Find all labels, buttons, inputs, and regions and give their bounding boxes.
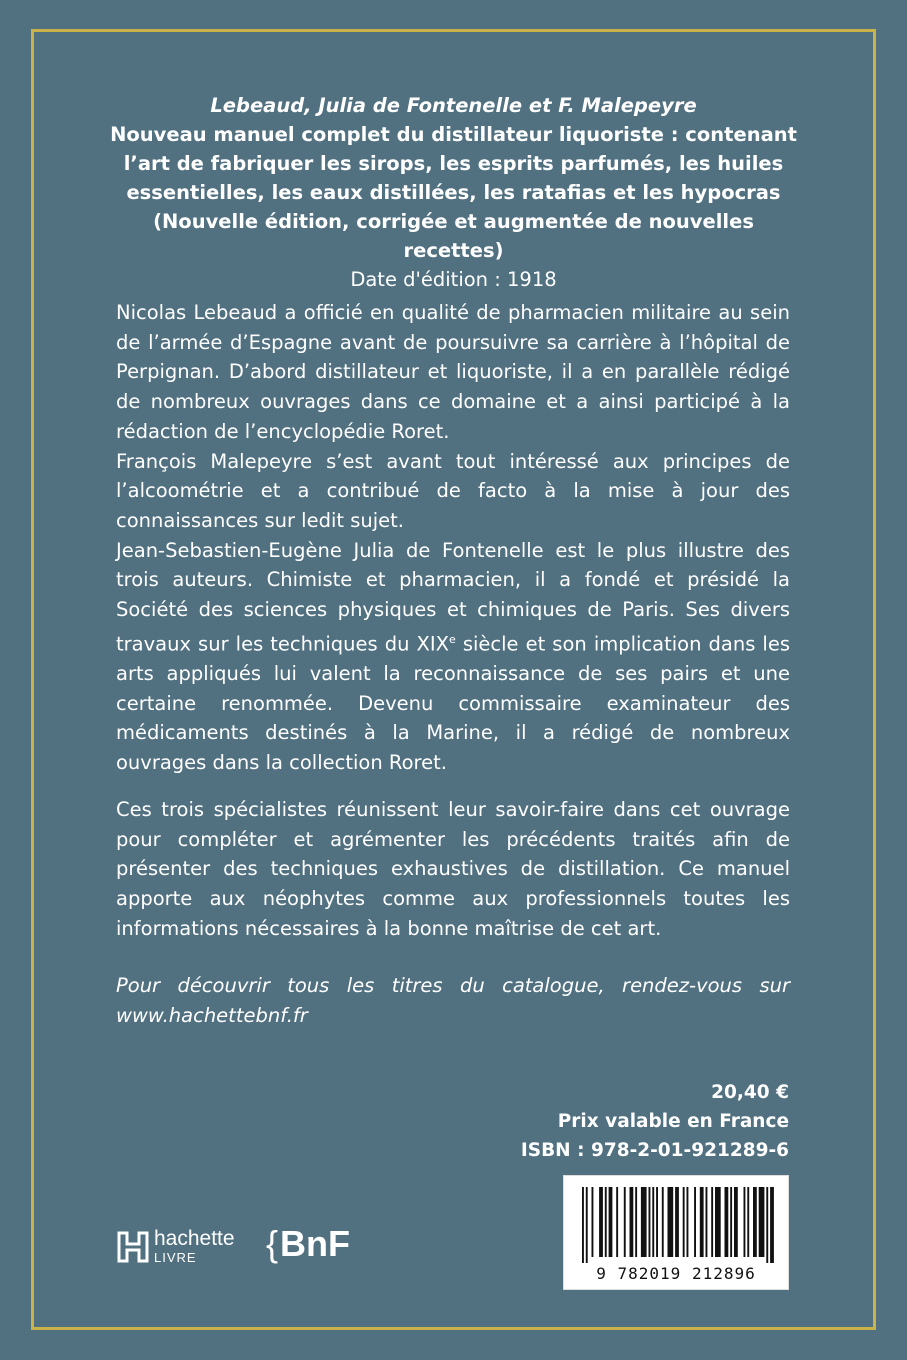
barcode-bar: [711, 1187, 713, 1257]
book-subtitle: (Nouvelle édition, corrigée et augmentée de nouvelles recettes): [153, 210, 754, 262]
book-authors: Lebeaud, Julia de Fontenelle et F. Malepeyre: [210, 94, 697, 117]
barcode-bar: [734, 1187, 738, 1257]
barcode-bar: [675, 1187, 679, 1257]
author-biographies: [116, 298, 790, 778]
barcode-bar: [652, 1187, 654, 1257]
edition-date: Date d'édition : 1918: [350, 268, 557, 291]
barcode-bar: [649, 1187, 651, 1257]
century-superscript: e: [449, 632, 456, 646]
barcode-bar: [730, 1187, 732, 1257]
barcode-digits: 9 782019 212896: [596, 1264, 756, 1283]
catalogue-text: Pour découvrir tous les titres du catalogue, rendez-vous sur: [116, 974, 790, 997]
barcode-bar: [766, 1187, 768, 1263]
barcode-bar: [683, 1187, 685, 1257]
publisher-logos: [116, 1222, 436, 1282]
barcode-bar: [668, 1187, 674, 1257]
hachette-logo-subtext: LIVRE: [154, 1250, 197, 1265]
barcode-bar: [725, 1187, 729, 1257]
barcode-bar: [753, 1187, 757, 1257]
bnf-logo-text: BnF: [280, 1223, 351, 1264]
barcode-bar: [582, 1187, 584, 1263]
hachette-logo-icon: [116, 1230, 150, 1264]
barcode-bar: [694, 1187, 696, 1257]
barcode-bar: [635, 1187, 637, 1257]
barcode-bar: [747, 1187, 749, 1257]
isbn: ISBN : 978-2-01-921289-6: [520, 1140, 789, 1161]
barcode-bar: [744, 1187, 746, 1257]
barcode-bar: [616, 1187, 618, 1257]
price-validity: Prix valable en France: [557, 1111, 789, 1132]
barcode-bar: [662, 1187, 664, 1257]
barcode-bar: [630, 1187, 634, 1257]
bnf-logo-brace: {: [266, 1223, 279, 1264]
isbn-barcode: [563, 1175, 789, 1290]
catalogue-note: [116, 971, 790, 1030]
barcode-bar: [586, 1187, 588, 1263]
barcode-bar: [706, 1187, 708, 1257]
barcode-bar: [656, 1187, 658, 1257]
bnf-logo: [266, 1224, 350, 1264]
barcode-bars: [574, 1187, 780, 1263]
barcode-bar: [605, 1187, 607, 1257]
book-header: [100, 91, 807, 294]
bio-malepeyre: François Malepeyre s’est avant tout intéressé aux principes de l’alcoométrie et a contribué de facto à la mise à jour des connaissances sur ledit sujet.: [116, 449, 790, 532]
barcode-bar: [687, 1187, 689, 1257]
summary-text: Ces trois spécialistes réunissent leur savoir-faire dans cet ouvrage pour compléter et agrémenter les précédents traités afin de présenter des techniques exhaustives de distillation. Ce manuel apporte aux néophytes comme aux professionnels toutes les informations nécessaires à la bonne maîtrise de cet art.: [116, 798, 790, 940]
price-block: [521, 1078, 789, 1165]
price-amount: 20,40 €: [711, 1082, 789, 1103]
barcode-bar: [715, 1187, 721, 1257]
barcode-bar: [770, 1187, 774, 1263]
barcode-bar: [624, 1187, 626, 1257]
barcode-bar: [592, 1187, 594, 1257]
barcode-bar: [759, 1187, 765, 1257]
hachette-logo-text: hachette: [154, 1227, 235, 1250]
bio-fontenelle-part1: Jean-Sebastien-Eugène Julia de Fontenelle est le plus illustre des trois auteurs. Chimiste et pharmacien, il a fondé et présidé la Société des sciences physiques et chimiques de Paris. Ses divers travaux sur les techniques du XIX: [116, 538, 790, 656]
barcode-bar: [700, 1187, 704, 1257]
barcode-bar: [641, 1187, 647, 1257]
bio-fontenelle-part2: siècle et son implication dans les arts appliqués lui valent la reconnaissance de ses pairs et une certaine renommée. Devenu commissaire examinateur des médicaments destinés à la Marine, il a rédigé de nombreux ouvrages dans la collection Roret.: [116, 632, 790, 775]
book-summary: [116, 795, 790, 944]
barcode-bar: [609, 1187, 613, 1257]
bio-fontenelle: [116, 536, 790, 778]
catalogue-url[interactable]: www.hachettebnf.fr: [116, 1003, 308, 1027]
book-title: Nouveau manuel complet du distillateur liquoriste : contenant l’art de fabriquer les sirops, les esprits parfumés, les huiles essentielles, les eaux distillées, les ratafias et les hypocras: [110, 123, 797, 204]
barcode-bar: [599, 1187, 603, 1257]
bio-lebeaud: Nicolas Lebeaud a officié en qualité de pharmacien militaire au sein de l’armée d’Espagne avant de poursuivre sa carrière à l’hôpital de Perpignan. D’abord distillateur et liquoriste, il a en parallèle rédigé de nombreux ouvrages dans ce domaine et a ainsi participé à la rédaction de l’encyclopédie Roret.: [116, 301, 790, 443]
